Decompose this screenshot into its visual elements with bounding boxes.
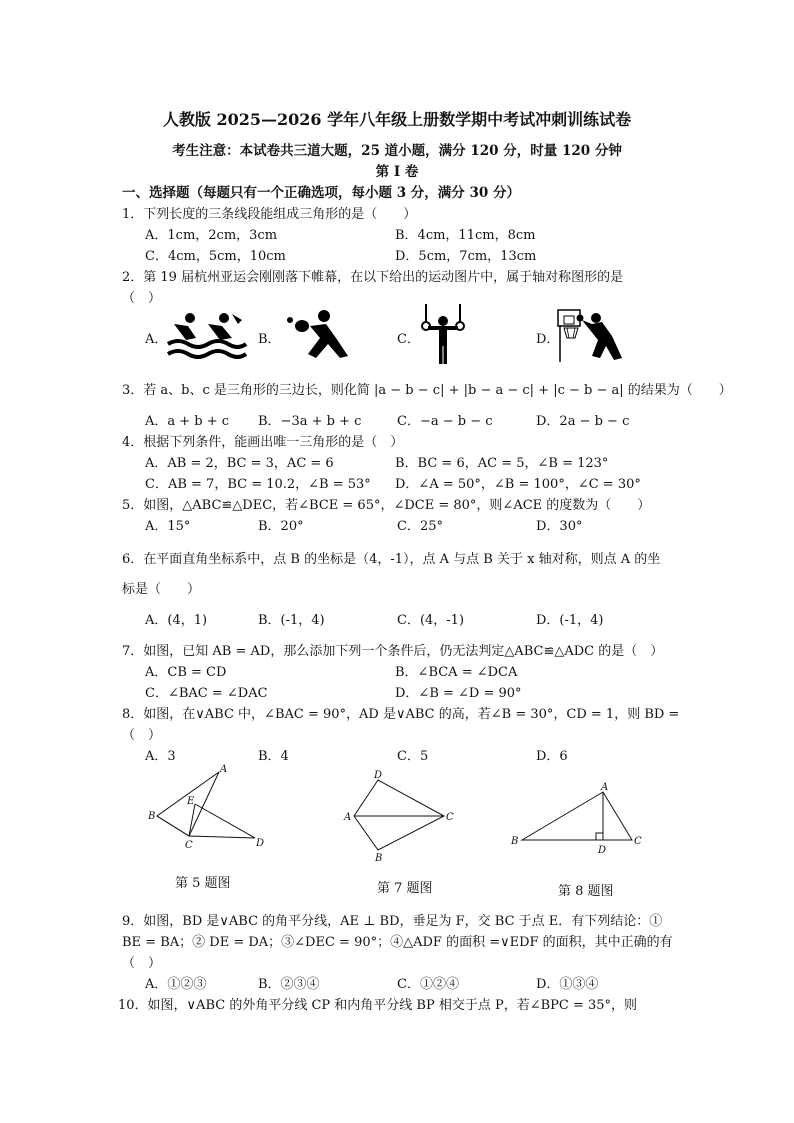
fig5-label-b: B xyxy=(148,811,156,822)
question-10-stem: 10．如图，∨ABC 的外角平分线 CP 和内角平分线 BP 相交于点 P，若∠BPC = 35°，则 xyxy=(118,998,638,1013)
question-2-option-a: A． xyxy=(145,332,168,347)
question-4-option-a: A．AB = 2，BC = 3，AC = 6 xyxy=(145,456,334,471)
question-9-option-a: A．①②③ xyxy=(145,977,207,992)
question-9-stem-cont2: （ ） xyxy=(122,956,162,971)
question-4-option-b: B．BC = 6，AC = 5，∠B = 123° xyxy=(395,456,609,471)
question-3-option-a: A．a + b + c xyxy=(145,414,230,429)
question-9-option-b: B．②③④ xyxy=(258,977,320,992)
question-9-stem: 9．如图，BD 是∨ABC 的角平分线，AE ⊥ BD，垂足为 F，交 BC 于点 E．有下列结论：① xyxy=(122,914,663,929)
question-6-option-c: C．(4，-1) xyxy=(397,613,465,628)
fig7-label-b: B xyxy=(375,853,383,864)
table-tennis-pictogram xyxy=(280,308,355,360)
question-8-option-b: B．4 xyxy=(258,749,289,764)
question-7-option-d: D．∠B = ∠D = 90° xyxy=(395,686,522,701)
question-6-stem: 6．在平面直角坐标系中，点 B 的坐标是（4，-1），点 A 与点 B 关于 x 轴对称，则点 A 的坐 xyxy=(122,552,661,567)
figure-5-triangles xyxy=(145,764,270,854)
fig5-label-e: E xyxy=(187,796,195,807)
question-4-stem: 4．根据下列条件，能画出唯一三角形的是（ ） xyxy=(122,435,404,450)
question-5-option-a: A．15° xyxy=(145,519,191,534)
fig7-label-d: D xyxy=(374,770,383,781)
figure-8-right-triangle xyxy=(508,780,648,860)
volume-label: 第 I 卷 xyxy=(375,164,419,180)
question-1-option-d: D．5cm，7cm，13cm xyxy=(395,249,537,264)
question-3-stem: 3．若 a、b、c 是三角形的三边长，则化简 |a − b − c| + |b − a − c| + |c − b − a| 的结果为（ ） xyxy=(122,383,732,398)
question-3-option-b: B．−3a + b + c xyxy=(258,414,362,429)
question-6-option-a: A．(4，1) xyxy=(145,613,208,628)
question-6-option-b: B．(-1，4) xyxy=(258,613,325,628)
fig5-label-a: A xyxy=(220,764,228,775)
question-1-stem: 1．下列长度的三条线段能组成三角形的是（ ） xyxy=(122,207,417,222)
exam-notice: 考生注意：本试卷共三道大题，25 道小题，满分 120 分，时量 120 分钟 xyxy=(172,143,622,159)
fig8-label-d: D xyxy=(598,845,607,856)
fig5-label-d: D xyxy=(256,838,265,849)
swimmers-pictogram xyxy=(166,310,246,360)
rings-gymnast-pictogram xyxy=(418,304,468,366)
question-6-option-d: D．(-1，4) xyxy=(536,613,604,628)
question-8-option-a: A．3 xyxy=(145,749,176,764)
question-4-option-d: D．∠A = 50°，∠B = 100°，∠C = 30° xyxy=(395,477,641,492)
question-2-stem: 2．第 19 届杭州亚运会刚刚落下帷幕，在以下给出的运动图片中，属于轴对称图形的是 xyxy=(122,270,624,285)
figure-5-caption: 第 5 题图 xyxy=(175,876,231,891)
fig7-label-c: C xyxy=(446,812,454,823)
question-5-option-b: B．20° xyxy=(258,519,304,534)
question-9-option-c: C．①②④ xyxy=(397,977,459,992)
question-3-option-d: D．2a − b − c xyxy=(536,414,630,429)
fig7-label-a: A xyxy=(344,812,352,823)
fig8-label-c: C xyxy=(634,836,642,847)
section-heading: 一、选择题（每题只有一个正确选项，每小题 3 分，满分 30 分） xyxy=(122,185,520,201)
question-2-option-b: B． xyxy=(258,332,281,347)
question-5-option-c: C．25° xyxy=(397,519,443,534)
question-9-stem-cont: BE = BA；② DE = DA；③∠DEC = 90°；④△ADF 的面积 =∨EDF 的面积，其中正确的有 xyxy=(122,935,673,950)
question-8-option-c: C．5 xyxy=(397,749,429,764)
question-1-option-c: C．4cm，5cm，10cm xyxy=(145,249,286,264)
question-7-option-b: B．∠BCA = ∠DCA xyxy=(395,665,518,680)
fig5-label-c: C xyxy=(185,840,193,851)
figure-7-caption: 第 7 题图 xyxy=(377,881,433,896)
question-2-option-d: D． xyxy=(536,332,560,347)
figure-8-caption: 第 8 题图 xyxy=(558,884,614,899)
question-8-option-d: D．6 xyxy=(536,749,568,764)
question-5-stem: 5．如图，△ABC≌△DEC，若∠BCE = 65°，∠DCE = 80°，则∠ACE 的度数为（ ） xyxy=(122,498,651,513)
question-9-option-d: D．①③④ xyxy=(536,977,599,992)
question-2-stem-cont: （ ） xyxy=(122,291,162,306)
question-6-stem-cont: 标是（ ） xyxy=(122,582,201,597)
question-7-stem: 7．如图，已知 AB = AD，那么添加下列一个条件后，仍无法判定△ABC≌△ADC 的是（ ） xyxy=(122,644,664,659)
question-1-option-a: A．1cm，2cm，3cm xyxy=(145,228,278,243)
fig8-label-b: B xyxy=(511,836,519,847)
question-1-option-b: B．4cm，11cm，8cm xyxy=(395,228,536,243)
question-7-option-c: C．∠BAC = ∠DAC xyxy=(145,686,268,701)
exam-title: 人教版 2025—2026 学年八年级上册数学期中考试冲刺训练试卷 xyxy=(162,110,632,129)
question-4-option-c: C．AB = 7，BC = 10.2，∠B = 53° xyxy=(145,477,371,492)
question-5-option-d: D．30° xyxy=(536,519,583,534)
fig8-label-a: A xyxy=(601,782,609,793)
basketball-pictogram xyxy=(556,308,626,362)
question-3-option-c: C．−a − b − c xyxy=(397,414,493,429)
figure-7-quadrilateral xyxy=(340,768,460,864)
question-7-option-a: A．CB = CD xyxy=(145,665,227,680)
question-8-stem-cont: （ ） xyxy=(122,728,162,743)
question-8-stem: 8．如图，在∨ABC 中，∠BAC = 90°，AD 是∨ABC 的高，若∠B = 30°，CD = 1，则 BD = xyxy=(122,707,680,722)
question-2-option-c: C． xyxy=(397,332,420,347)
